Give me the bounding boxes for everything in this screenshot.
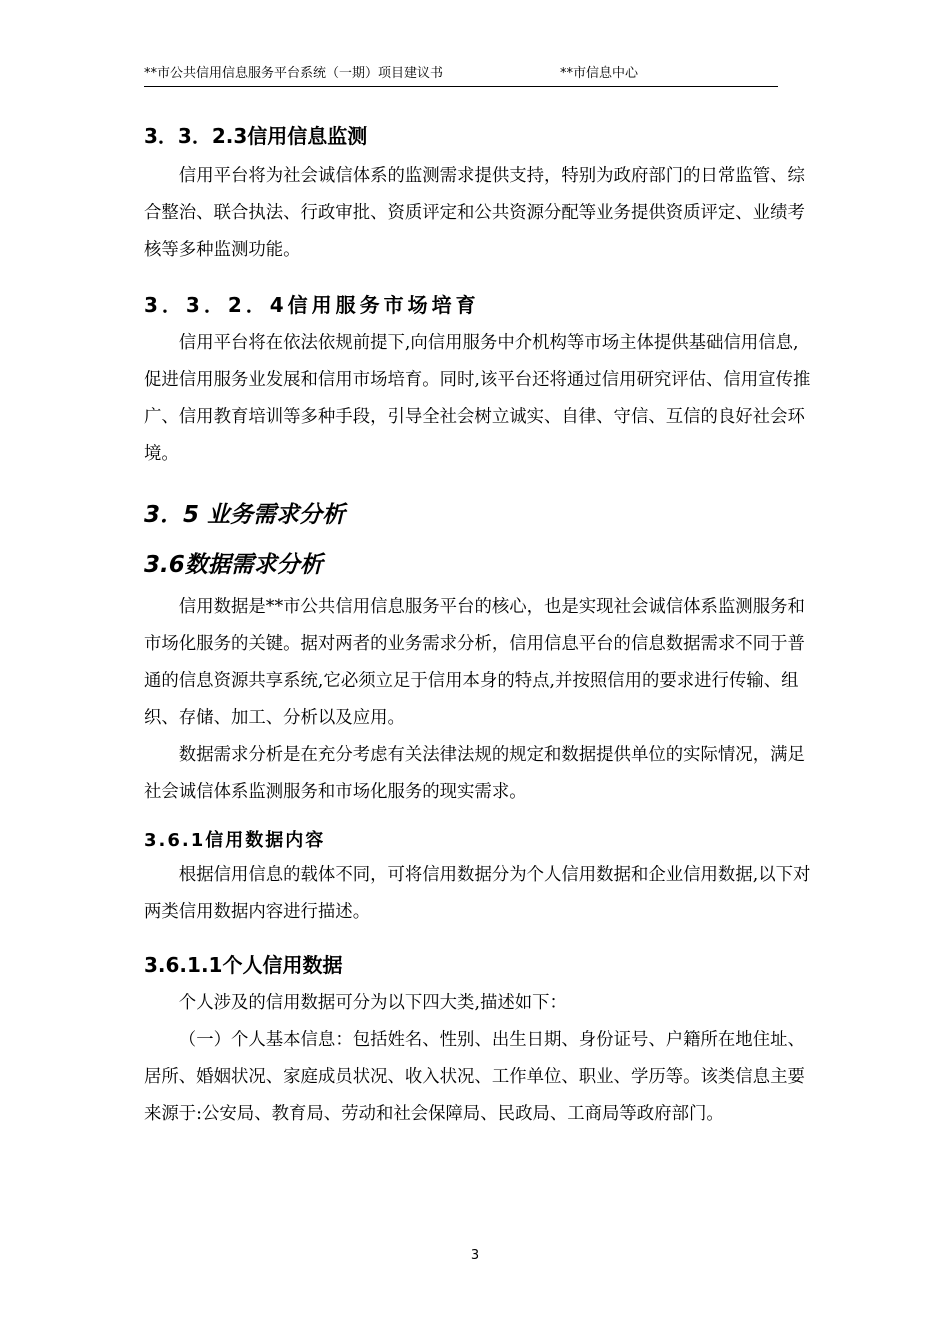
paragraph-credit-data-content: 根据信用信息的载体不同，可将信用数据分为个人信用数据和企业信用数据,以下对两类信用数据内容进行描述。 [144,865,811,922]
heading-3-6-1-1: 3.6.1.1个人信用数据 [144,953,343,977]
paragraph-credit-monitoring: 信用平台将为社会诚信体系的监测需求提供支持，特别为政府部门的日常监管、综合整治、联合执法、行政审批、资质评定和公共资源分配等业务提供资质评定、业绩考核等多种监测功能。 [144,166,805,260]
paragraph-credit-market: 信用平台将在依法依规前提下,向信用服务中介机构等市场主体提供基础信用信息,促进信用服务业发展和信用市场培育。同时,该平台还将通过信用研究评估、信用宣传推广、信用教育培训等多种手段，引导全社会树立诚实、自律、守信、互信的良好社会环境。 [144,333,811,464]
page-number: 3 [470,1248,480,1263]
heading-3-6: 3.6数据需求分析 [144,552,323,578]
page-body [144,118,814,1133]
heading-3-5: 3．5 业务需求分析 [144,502,346,528]
paragraph-data-requirements-1: 信用数据是**市公共信用信息服务平台的核心，也是实现社会诚信体系监测服务和市场化服务的关键。据对两者的业务需求分析，信用信息平台的信息数据需求不同于普通的信息资源共享系统,它必须立足于信用本身的特点,并按照信用的要求进行传输、组织、存储、加工、分析以及应用。 [144,597,805,728]
heading-3-3-2-4: 3．3．2．4信用服务市场培育 [144,293,480,317]
paragraph-personal-data-intro: 个人涉及的信用数据可分为以下四大类,描述如下： [178,993,567,1013]
header-organization: **市信息中心 [560,66,639,81]
paragraph-data-requirements-2: 数据需求分析是在充分考虑有关法律法规的规定和数据提供单位的实际情况，满足社会诚信体系监测服务和市场化服务的现实需求。 [144,745,805,802]
paragraph-personal-basic-info: （一）个人基本信息：包括姓名、性别、出生日期、身份证号、户籍所在地住址、居所、婚姻状况、家庭成员状况、收入状况、工作单位、职业、学历等。该类信息主要来源于:公安局、教育局、劳动和社会保障局、民政局、工商局等政府部门。 [144,1030,805,1124]
heading-3-6-1: 3.6.1信用数据内容 [144,830,326,851]
header-project-title: **市公共信用信息服务平台系统（一期）项目建议书 [144,66,444,81]
heading-3-3-2-3: 3．3．2.3信用信息监测 [144,124,368,148]
page-header [144,64,778,87]
